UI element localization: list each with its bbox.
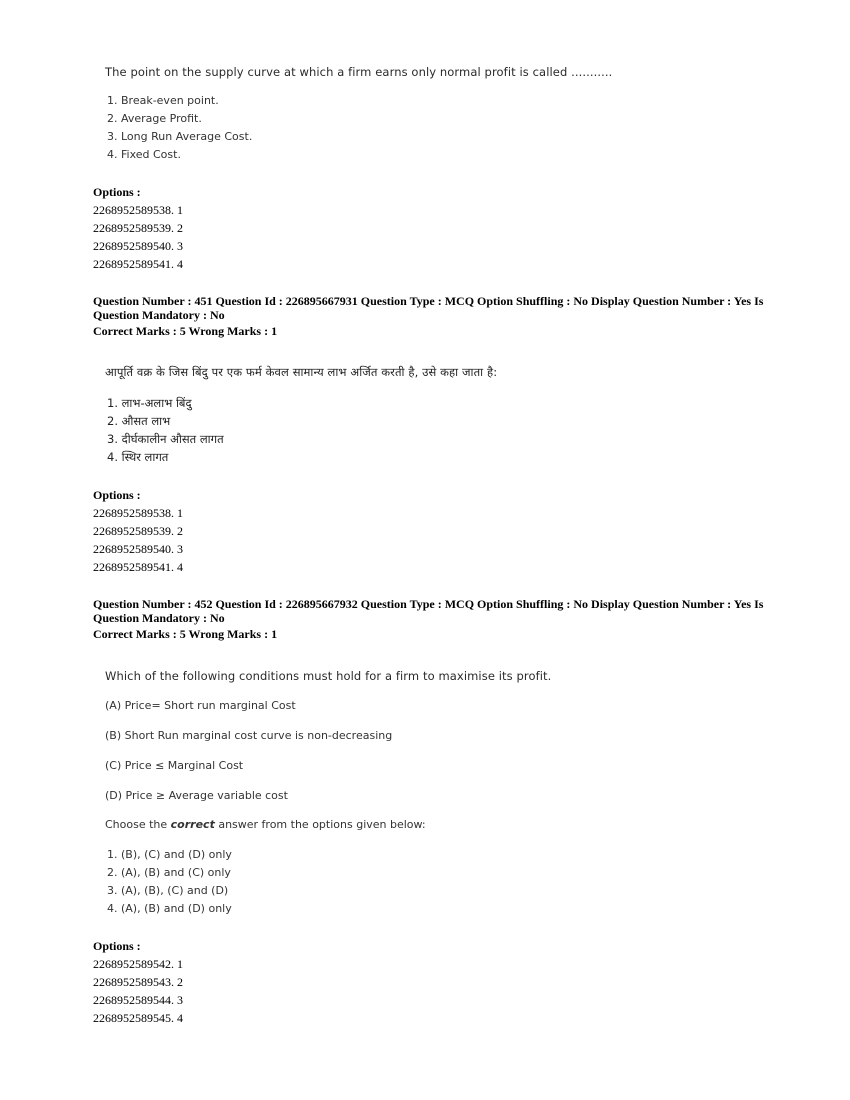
question-450-option-3: 2268952589540. 3 [93,239,183,253]
question-452-condition-d: (D) Price ≥ Average variable cost [105,789,288,802]
question-451-option-1: 2268952589538. 1 [93,506,183,520]
question-451-option-3: 2268952589540. 3 [93,542,183,556]
question-450-option-4: 2268952589541. 4 [93,257,183,271]
question-450-choice-3: 3. Long Run Average Cost. [107,130,253,143]
question-450-options-label: Options : [93,185,141,199]
question-452-condition-a: (A) Price= Short run marginal Cost [105,699,296,712]
question-451-meta [93,294,773,338]
question-451-choice-3: 3. दीर्घकालीन औसत लागत [107,432,224,446]
question-450-choice-4: 4. Fixed Cost. [107,148,181,161]
question-450-choice-2: 2. Average Profit. [107,112,202,125]
question-452-instruction [105,818,426,831]
question-450-option-1: 2268952589538. 1 [93,203,183,217]
question-452-condition-c: (C) Price ≤ Marginal Cost [105,759,244,772]
question-452-meta [93,597,773,641]
question-452-choice-1: 1. (B), (C) and (D) only [107,848,232,861]
question-452-option-4: 2268952589545. 4 [93,1011,183,1025]
question-451-text: आपूर्ति वक्र के जिस बिंदु पर एक फर्म केवल सामान्य लाभ अर्जित करती है, उसे कहा जाता है: [105,365,498,379]
question-451-meta-line1: Question Number : 451 Question Id : 226895667931 Question Type : MCQ Option Shuffling : No Display Question Number : Yes Is [93,294,764,308]
question-451-choice-2: 2. औसत लाभ [107,414,171,428]
question-452-options-label: Options : [93,939,141,953]
question-452-condition-b: (B) Short Run marginal cost curve is non-decreasing [105,729,393,742]
question-452-choice-4: 4. (A), (B) and (D) only [107,902,232,915]
question-451-option-4: 2268952589541. 4 [93,560,183,574]
question-450-choice-1: 1. Break-even point. [107,94,219,107]
question-451-meta-line2: Question Mandatory : No [93,308,225,322]
instruction-before: Choose the [105,818,171,831]
question-452-choice-3: 3. (A), (B), (C) and (D) [107,884,229,897]
question-452-choice-2: 2. (A), (B) and (C) only [107,866,231,879]
question-450-option-2: 2268952589539. 2 [93,221,183,235]
question-450-text: The point on the supply curve at which a firm earns only normal profit is called ........... [105,65,613,79]
question-451-choice-4: 4. स्थिर लागत [107,450,169,464]
question-452-meta-line2: Question Mandatory : No [93,611,225,625]
question-452-marks: Correct Marks : 5 Wrong Marks : 1 [93,627,278,641]
instruction-after: answer from the options given below: [214,818,426,831]
question-451-marks: Correct Marks : 5 Wrong Marks : 1 [93,324,278,338]
question-451-choice-1: 1. लाभ-अलाभ बिंदु [107,396,192,410]
question-452-text: Which of the following conditions must hold for a firm to maximise its profit. [105,669,552,683]
instruction-emphasis: correct [170,818,215,831]
question-452-option-3: 2268952589544. 3 [93,993,183,1007]
question-452-option-1: 2268952589542. 1 [93,957,183,971]
question-451-options-label: Options : [93,488,141,502]
question-452-meta-line1: Question Number : 452 Question Id : 226895667932 Question Type : MCQ Option Shuffling : No Display Question Number : Yes Is [93,597,764,611]
question-452-option-2: 2268952589543. 2 [93,975,183,989]
question-451-option-2: 2268952589539. 2 [93,524,183,538]
